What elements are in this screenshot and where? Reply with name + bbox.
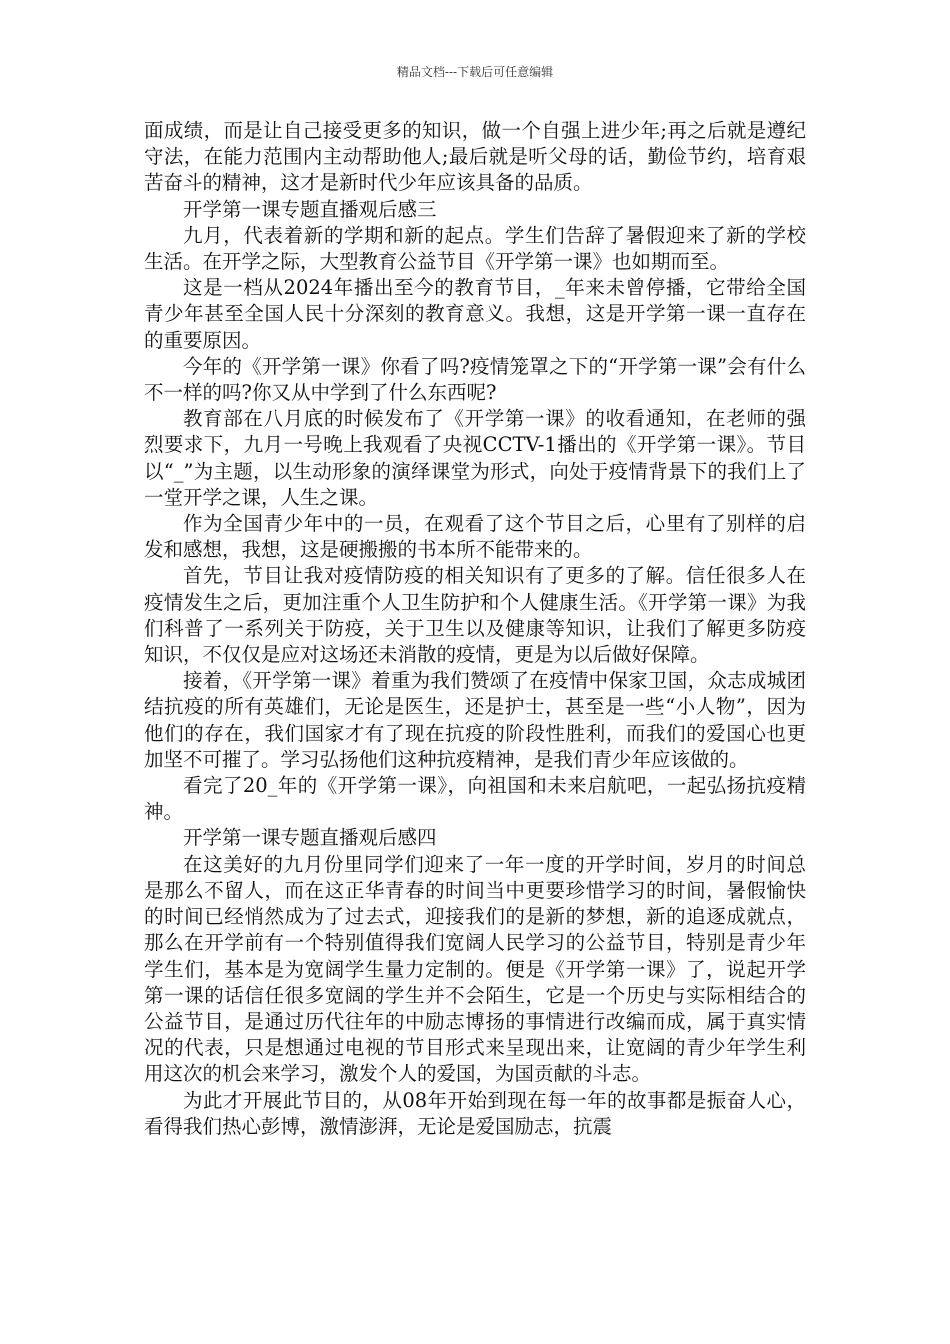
- paragraph: 九月，代表着新的学期和新的起点。学生们告辞了暑假迎来了新的学校生活。在开学之际，大型教育公益节目《开学第一课》也如期而至。: [144, 223, 806, 274]
- paragraph: 接着，《开学第一课》着重为我们赞颂了在疫情中保家卫国，众志成城团结抗疫的所有英雄们，无论是医生，还是护士，甚至是一些“小人物”，因为他们的存在，我们国家才有了现在抗疫的阶段性胜利，而我们的爱国心也更加坚不可摧了。学习弘扬他们这种抗疫精神，是我们青少年应该做的。: [144, 669, 806, 771]
- paragraph: 作为全国青少年中的一员，在观看了这个节目之后，心里有了别样的启发和感想，我想，这是硬搬搬的书本所不能带来的。: [144, 512, 806, 562]
- document-body: [144, 118, 806, 1140]
- paragraph: 首先，节目让我对疫情防疫的相关知识有了更多的了解。信任很多人在疫情发生之后，更加注重个人卫生防护和个人健康生活。《开学第一课》为我们科普了一系列关于防疫，关于卫生以及健康等知识，让我们了解更多防疫知识，不仅仅是应对这场还未消散的疫情，更是为以后做好保障。: [144, 564, 806, 667]
- paragraph: 这是一档从2024年播出至今的教育节目，_年来未曾停播，它带给全国青少年甚至全国人民十分深刻的教育意义。我想，这是开学第一课一直存在的重要原因。: [144, 276, 806, 352]
- paragraph: 看完了20_年的《开学第一课》，向祖国和未来启航吧，一起弘扬抗疫精神。: [144, 774, 806, 824]
- page-header: 精品文档---下载后可任意编辑: [396, 65, 554, 79]
- paragraph: 今年的《开学第一课》你看了吗?疫情笼罩之下的“开学第一课”会有什么不一样的吗?你又从中学到了什么东西呢?: [144, 354, 806, 405]
- paragraph: 在这美好的九月份里同学们迎来了一年一度的开学时间，岁月的时间总是那么不留人，而在这正华青春的时间当中更要珍惜学习的时间，暑假愉快的时间已经悄然成为了过去式，迎接我们的是新的梦想，新的追逐成就点，那么在开学前有一个特别值得我们宽阔人民学习的公益节目，特别是青少年学生们，基本是为宽阔学生量力定制的。便是《开学第一课》了，说起开学第一课的话信任很多宽阔的学生并不会陌生，它是一个历史与实际相结合的公益节目，是通过历代往年的中励志博扬的事情进行改编而成，属于真实情况的代表，只是想通过电视的节目形式来呈现出来，让宽阔的青少年学生利用这次的机会来学习，激发个人的爱国，为国贡献的斗志。: [144, 852, 806, 1086]
- paragraph: 教育部在八月底的时候发布了《开学第一课》的收看通知，在老师的强烈要求下，九月一号晚上我观看了央视CCTV-1播出的《开学第一课》。节目以“_”为主题，以生动形象的演绎课堂为形式，向处于疫情背景下的我们上了一堂开学之课，人生之课。: [144, 407, 806, 509]
- section-heading-4: 开学第一课专题直播观后感四: [183, 826, 437, 850]
- paragraph-continuation: 面成绩，而是让自己接受更多的知识，做一个自强上进少年;再之后就是遵纪守法，在能力范围内主动帮助他人;最后就是听父母的话，勤俭节约，培育艰苦奋斗的精神，这才是新时代少年应该具备的品质。: [144, 119, 806, 195]
- section-heading-3: 开学第一课专题直播观后感三: [183, 197, 437, 221]
- paragraph: 为此才开展此节目的，从08年开始到现在每一年的故事都是振奋人心，看得我们热心彭博，激情澎湃，无论是爱国励志，抗震: [144, 1088, 806, 1138]
